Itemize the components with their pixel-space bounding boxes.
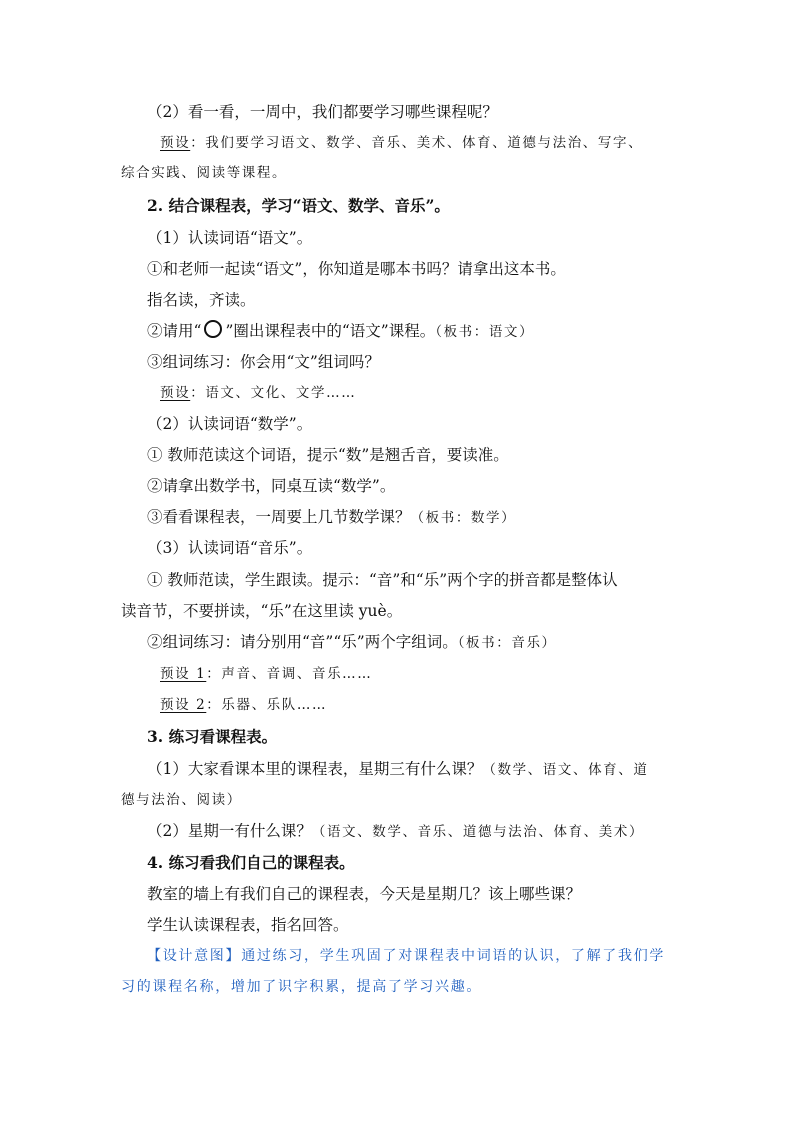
design-intent-cont: 习的课程名称，增加了识字积累，提高了学习兴趣。 [121, 979, 483, 995]
step-circle [147, 320, 677, 343]
section-3-heading: 3. 练习看课程表。 [147, 727, 278, 746]
preset-label: 预设 [160, 135, 191, 151]
step-yinyue-1: ① 教师范读，学生跟读。提示：“音”和“乐”两个字的拼音都是整体认 [147, 571, 618, 589]
preset-1 [160, 663, 677, 685]
preset-wen [160, 382, 677, 404]
preset-label: 预设 [160, 385, 191, 401]
step-1: ①和老师一起读“语文”，你知道是哪本书吗？请拿出这本书。 [147, 260, 566, 278]
preset-text: ：声音、音调、音乐…… [206, 666, 373, 682]
question-monday [147, 820, 677, 843]
design-intent: 【设计意图】通过练习，学生巩固了对课程表中词语的认识，了解了我们学 [147, 948, 666, 964]
preset-2 [160, 694, 677, 716]
board-note: （板书：音乐） [457, 635, 557, 651]
classroom-question: 教室的墙上有我们自己的课程表，今天是星期几？该上哪些课？ [147, 885, 582, 903]
board-note: （板书：数学） [410, 510, 517, 526]
step-count-text: ③看看课程表，一周要上几节数学课？ [147, 508, 411, 526]
step-word-practice: ③组词练习：你会用“文”组词吗？ [147, 353, 380, 371]
student-activity: 学生认读课程表，指名回答。 [147, 916, 349, 934]
board-note: （板书：语文） [435, 324, 535, 340]
preset-text: ：我们要学习语文、数学、音乐、美术、体育、道德与法治、写字、 [190, 135, 644, 151]
answer-cont: 德与法治、阅读） [121, 792, 242, 808]
question-wednesday [147, 758, 677, 781]
step-count [147, 506, 677, 529]
step-yinyue-2-text: ②组词练习：请分别用“音”“乐”两个字组词。 [147, 633, 458, 651]
section-2-heading: 2. 结合课程表，学习“语文、数学、音乐”。 [147, 196, 450, 215]
step-yinyue-1-cont: 读音节，不要拼读，“乐”在这里读 yuè。 [121, 602, 403, 620]
step-circle-b: ”圈出课程表中的“语文”课程。 [225, 322, 436, 340]
answer-text: （数学、语文、体育、道 [482, 762, 649, 778]
circle-icon [204, 320, 222, 338]
step-read: 指名读，齐读。 [147, 291, 256, 309]
question-monday-text: （2）星期一有什么课？ [147, 822, 312, 840]
answer-text: （语文、数学、音乐、道德与法治、体育、美术） [311, 824, 645, 840]
preset-answer [160, 132, 677, 154]
subsection-shuxue: （2）认读词语“数学”。 [147, 415, 313, 433]
step-yinyue-2 [147, 631, 677, 654]
preset-label: 预设 1 [160, 666, 207, 682]
subsection-yinyue: （3）认读词语“音乐”。 [147, 539, 313, 557]
preset-answer-cont: 综合实践、阅读等课程。 [121, 165, 288, 181]
question-2: （2）看一看，一周中，我们都要学习哪些课程呢？ [147, 103, 498, 121]
step-teacher-read: ① 教师范读这个词语，提示“数”是翘舌音，要读准。 [147, 446, 509, 464]
section-4-heading: 4. 练习看我们自己的课程表。 [147, 853, 355, 872]
question-wednesday-text: （1）大家看课本里的课程表，星期三有什么课？ [147, 760, 483, 778]
preset-label: 预设 2 [160, 697, 207, 713]
preset-text: ：乐器、乐队…… [206, 697, 328, 713]
step-circle-a: ②请用“ [147, 322, 202, 340]
subsection-yuwen: （1）认读词语“语文”。 [147, 229, 313, 247]
preset-text: ：语文、文化、文学…… [190, 385, 357, 401]
step-partner-read: ②请拿出数学书，同桌互读“数学”。 [147, 477, 396, 495]
